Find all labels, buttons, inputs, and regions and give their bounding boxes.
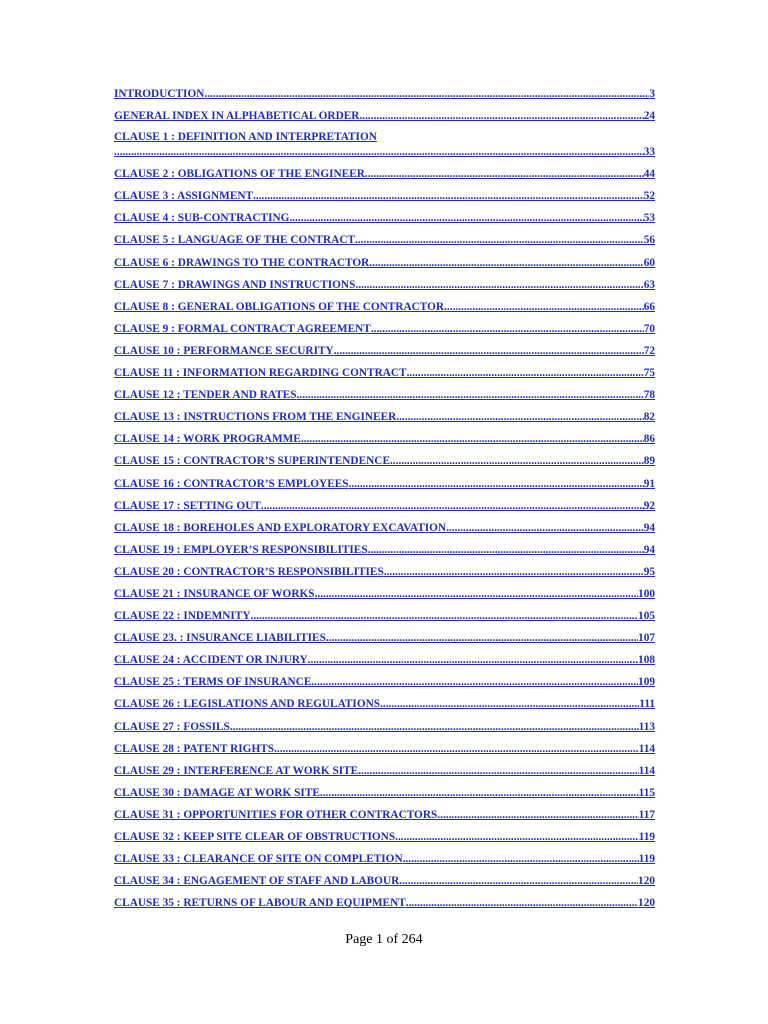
- toc-entry-page: 108: [638, 654, 655, 667]
- toc-leader-dots: [349, 476, 644, 492]
- toc-leader-dots: [297, 387, 644, 403]
- toc-entry[interactable]: [114, 321, 655, 343]
- toc-leader-dots: [395, 829, 639, 845]
- toc-entry-label: CLAUSE 5 : LANGUAGE OF THE CONTRACT: [114, 234, 356, 247]
- toc-entry-page: 78: [643, 389, 655, 402]
- toc-entry-page: 24: [643, 110, 655, 123]
- toc-entry-label: CLAUSE 25 : TERMS OF INSURANCE: [114, 676, 312, 689]
- toc-entry-page: 111: [639, 698, 655, 711]
- toc-entry[interactable]: [114, 431, 655, 453]
- toc-leader-dots: [274, 741, 639, 757]
- toc-entry-label: CLAUSE 16 : CONTRACTOR’S EMPLOYEES: [114, 477, 349, 490]
- toc-leader-dots: [230, 719, 639, 735]
- toc-entry-label: CLAUSE 9 : FORMAL CONTRACT AGREEMENT: [114, 322, 371, 335]
- toc-leader-dots: [390, 453, 644, 469]
- toc-entry-page: 120: [638, 875, 655, 888]
- toc-entry-label: CLAUSE 2 : OBLIGATIONS OF THE ENGINEER: [114, 168, 365, 181]
- toc-entry-label: CLAUSE 33 : CLEARANCE OF SITE ON COMPLETION: [114, 853, 403, 866]
- toc-leader-dots: [114, 144, 644, 160]
- toc-leader-dots: [446, 520, 644, 536]
- toc-entry-label: CLAUSE 32 : KEEP SITE CLEAR OF OBSTRUCTIONS: [114, 831, 396, 843]
- toc-entry-page: 100: [638, 587, 655, 600]
- toc-entry[interactable]: [114, 586, 655, 608]
- toc-entry[interactable]: [114, 564, 655, 586]
- toc-leader-dots: [355, 232, 644, 248]
- toc-leader-dots: [380, 696, 639, 712]
- toc-entry[interactable]: [114, 409, 655, 431]
- toc-entry-page: 91: [643, 477, 655, 490]
- toc-entry[interactable]: [114, 453, 655, 475]
- toc-entry-page: 119: [638, 831, 655, 843]
- toc-entry-page: 114: [638, 742, 655, 755]
- toc-entry-label: GENERAL INDEX IN ALPHABETICAL ORDER: [114, 110, 360, 123]
- toc-entry[interactable]: [114, 387, 655, 409]
- toc-entry-page: 66: [643, 300, 655, 313]
- toc-entry[interactable]: [114, 873, 655, 895]
- toc-leader-dots: [253, 188, 644, 204]
- toc-leader-dots: [396, 409, 643, 425]
- toc-entry-label: CLAUSE 17 : SETTING OUT: [114, 499, 261, 512]
- toc-entry-page: 120: [638, 897, 655, 910]
- toc-entry-label: CLAUSE 23. : INSURANCE LIABILITIES: [114, 632, 326, 645]
- toc-entry-label: CLAUSE 29 : INTERFERENCE AT WORK SITE: [114, 764, 359, 777]
- toc-entry[interactable]: [114, 763, 655, 785]
- toc-entry[interactable]: [114, 741, 655, 763]
- toc-leader-dots: [444, 299, 644, 315]
- toc-entry-label: CLAUSE 21 : INSURANCE OF WORKS: [114, 587, 315, 600]
- toc-entry[interactable]: [114, 108, 655, 130]
- toc-entry-label: CLAUSE 28 : PATENT RIGHTS: [114, 742, 275, 755]
- toc-leader-dots: [384, 564, 644, 580]
- toc-entry-page: 89: [643, 455, 655, 468]
- toc-leader-dots: [204, 86, 649, 102]
- toc-entry-page: 53: [643, 212, 655, 225]
- toc-leader-dots: [359, 108, 643, 124]
- toc-entry-page: 94: [643, 543, 655, 556]
- toc-entry-label: CLAUSE 1 : DEFINITION AND INTERPRETATION: [114, 131, 377, 144]
- toc-leader-dots: [311, 674, 638, 690]
- toc-entry-page: 60: [643, 256, 655, 269]
- toc-leader-dots: [406, 895, 638, 911]
- toc-entry-page: 113: [638, 720, 655, 733]
- toc-leader-dots: [403, 851, 639, 867]
- toc-entry-page: 44: [643, 168, 655, 181]
- toc-entry[interactable]: [114, 130, 655, 166]
- toc-leader-dots: [365, 166, 644, 182]
- toc-entry[interactable]: [114, 696, 655, 718]
- toc-entry-page: 72: [643, 344, 655, 357]
- toc-entry[interactable]: [114, 255, 655, 277]
- toc-entry[interactable]: [114, 299, 655, 321]
- toc-entry-page: 86: [643, 433, 655, 446]
- toc-entry-label: CLAUSE 7 : DRAWINGS AND INSTRUCTIONS: [114, 278, 356, 291]
- toc-entry-label: CLAUSE 22 : INDEMNITY: [114, 610, 251, 623]
- toc-entry-page: 114: [638, 764, 655, 777]
- toc-entry[interactable]: [114, 608, 655, 630]
- toc-entry[interactable]: [114, 829, 655, 851]
- toc-entry[interactable]: [114, 630, 655, 652]
- toc-leader-dots: [371, 321, 644, 337]
- toc-entry-page: 107: [638, 632, 655, 645]
- toc-entry[interactable]: [114, 343, 655, 365]
- toc-entry-label: CLAUSE 10 : PERFORMANCE SECURITY: [114, 344, 334, 357]
- toc-entry-label: CLAUSE 34 : ENGAGEMENT OF STAFF AND LABOUR: [114, 875, 400, 888]
- toc-entry-page: 52: [643, 190, 655, 203]
- toc-entry-label: CLAUSE 31 : OPPORTUNITIES FOR OTHER CONTRACTORS: [114, 808, 438, 821]
- toc-entry-page: 70: [643, 322, 655, 335]
- toc-entry-page: 56: [643, 234, 655, 247]
- toc-entry[interactable]: [114, 719, 655, 741]
- toc-entry[interactable]: [114, 895, 655, 917]
- toc-entry[interactable]: [114, 232, 655, 254]
- toc-leader-dots: [251, 608, 639, 624]
- toc-entry[interactable]: [114, 476, 655, 498]
- toc-entry-page: 75: [643, 367, 655, 380]
- toc-entry-page: 92: [643, 499, 655, 512]
- toc-leader-dots: [437, 807, 638, 823]
- toc-entry-page: 109: [638, 676, 655, 689]
- toc-leader-dots: [326, 630, 638, 646]
- toc-entry-label: CLAUSE 20 : CONTRACTOR’S RESPONSIBILITIES: [114, 565, 384, 578]
- toc-leader-dots: [308, 652, 638, 668]
- toc-entry[interactable]: [114, 277, 655, 299]
- toc-entry-label: CLAUSE 6 : DRAWINGS TO THE CONTRACTOR: [114, 256, 370, 269]
- toc-leader-dots: [399, 873, 638, 889]
- toc-entry-page: 3: [649, 88, 655, 100]
- toc-entry[interactable]: [114, 807, 655, 829]
- toc-entry-label: CLAUSE 12 : TENDER AND RATES: [114, 389, 297, 402]
- toc-entry-label: INTRODUCTION: [114, 88, 205, 100]
- toc-entry-label: CLAUSE 30 : DAMAGE AT WORK SITE: [114, 786, 320, 799]
- toc-leader-dots: [358, 763, 638, 779]
- toc-entry-page: 82: [643, 411, 655, 424]
- toc-entry-label: CLAUSE 11 : INFORMATION REGARDING CONTRACT: [114, 367, 407, 380]
- toc-entry-page: 63: [643, 278, 655, 291]
- toc-entry-page: 117: [638, 808, 655, 821]
- toc-entry-label: CLAUSE 19 : EMPLOYER’S RESPONSIBILITIES: [114, 543, 368, 556]
- toc-leader-dots: [301, 431, 644, 447]
- toc-leader-dots: [320, 785, 639, 801]
- table-of-contents: [114, 86, 655, 917]
- toc-entry-label: CLAUSE 14 : WORK PROGRAMME: [114, 433, 301, 446]
- toc-entry[interactable]: [114, 851, 655, 873]
- toc-entry-label: CLAUSE 24 : ACCIDENT OR INJURY: [114, 654, 308, 667]
- toc-entry[interactable]: [114, 542, 655, 564]
- toc-entry[interactable]: [114, 166, 655, 188]
- toc-entry[interactable]: [114, 188, 655, 210]
- toc-entry[interactable]: [114, 785, 655, 807]
- toc-leader-dots: [368, 542, 644, 558]
- toc-entry-page: 119: [638, 853, 655, 866]
- toc-entry[interactable]: [114, 86, 655, 108]
- toc-entry[interactable]: [114, 210, 655, 232]
- toc-entry-label: CLAUSE 35 : RETURNS OF LABOUR AND EQUIPMENT: [114, 897, 406, 910]
- toc-entry-page: 95: [643, 565, 655, 578]
- toc-entry-label: CLAUSE 8 : GENERAL OBLIGATIONS OF THE CONTRACTOR: [114, 300, 445, 313]
- toc-entry-label: CLAUSE 4 : SUB-CONTRACTING: [114, 212, 290, 225]
- toc-leader-dots: [289, 210, 643, 226]
- toc-leader-dots: [334, 343, 644, 359]
- toc-entry-label: CLAUSE 13 : INSTRUCTIONS FROM THE ENGINEER: [114, 411, 397, 424]
- toc-entry-label: CLAUSE 26 : LEGISLATIONS AND REGULATIONS: [114, 698, 381, 711]
- toc-entry-page: 115: [638, 786, 655, 799]
- toc-leader-dots: [355, 277, 643, 293]
- toc-entry[interactable]: [114, 498, 655, 520]
- toc-entry[interactable]: [114, 365, 655, 387]
- toc-leader-dots: [369, 255, 643, 271]
- toc-entry-label: CLAUSE 15 : CONTRACTOR’S SUPERINTENDENCE: [114, 455, 390, 468]
- toc-entry-page: 105: [638, 610, 655, 623]
- page-indicator: Page 1 of 264: [345, 932, 423, 947]
- toc-leader-dots: [261, 498, 644, 514]
- toc-leader-dots: [315, 586, 638, 602]
- toc-entry-page: 33: [643, 146, 655, 159]
- toc-entry[interactable]: [114, 652, 655, 674]
- toc-entry[interactable]: [114, 520, 655, 542]
- toc-entry-label: CLAUSE 3 : ASSIGNMENT: [114, 190, 254, 203]
- toc-entry-label: CLAUSE 18 : BOREHOLES AND EXPLORATORY EXCAVATION: [114, 521, 447, 534]
- toc-leader-dots: [407, 365, 644, 381]
- toc-entry-label: CLAUSE 27 : FOSSILS: [114, 720, 230, 733]
- toc-entry-page: 94: [643, 521, 655, 534]
- toc-entry[interactable]: [114, 674, 655, 696]
